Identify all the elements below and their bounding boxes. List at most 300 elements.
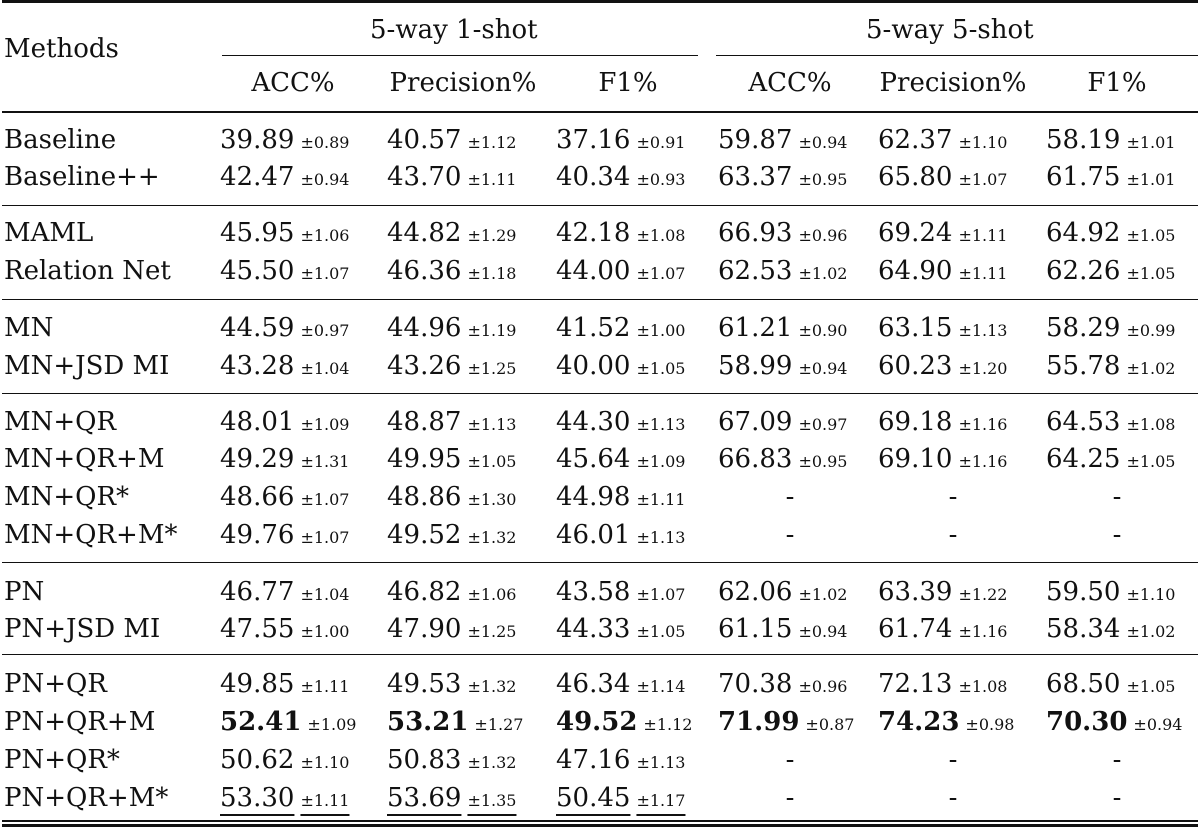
metric-value: 55.78 (1046, 351, 1121, 381)
group-separator-rule (2, 393, 1198, 394)
empty-cell-dash: - (785, 520, 795, 550)
metric-cell (1046, 313, 1175, 346)
metric-value: 61.75 (1046, 162, 1121, 192)
empty-cell-dash: - (948, 783, 958, 813)
metric-cell (220, 669, 349, 702)
metric-value: 59.50 (1046, 577, 1121, 607)
method-name: MN+JSD MI (4, 351, 170, 381)
metric-cell (878, 256, 1007, 289)
metric-value: 37.16 (556, 125, 631, 155)
metric-cell (1046, 256, 1175, 289)
metric-std: ±1.17 (636, 791, 686, 810)
metric-std: ±0.89 (300, 133, 350, 152)
bottom-rule-outer (2, 824, 1198, 827)
metric-cell (1046, 669, 1175, 702)
metric-value: 61.15 (718, 614, 793, 644)
metric-std: ±1.00 (300, 622, 350, 641)
empty-cell-dash: - (948, 745, 958, 775)
metric-value: 39.89 (220, 125, 295, 155)
metric-cell (387, 520, 516, 553)
empty-cell-dash: - (785, 745, 795, 775)
bottom-rule (2, 820, 1198, 822)
metric-value: 45.50 (220, 256, 295, 286)
top-rule (2, 0, 1198, 3)
metric-std: ±1.25 (467, 622, 517, 641)
metric-value: 44.98 (556, 482, 631, 512)
metric-cell (718, 444, 847, 477)
metric-std: ±1.20 (958, 359, 1008, 378)
metric-cell (1046, 351, 1175, 384)
column-header: F1% (1087, 68, 1147, 98)
metric-std: ±1.01 (1126, 133, 1176, 152)
metric-value: 62.26 (1046, 256, 1121, 286)
metric-std: ±1.07 (636, 585, 686, 604)
metric-value: 44.82 (387, 218, 462, 248)
metric-value: 49.76 (220, 520, 295, 550)
metric-std: ±1.11 (300, 677, 350, 696)
metric-std: ±1.32 (467, 677, 517, 696)
metric-std: ±1.09 (300, 415, 350, 434)
metric-std: ±1.01 (1126, 170, 1176, 189)
metric-value: 44.30 (556, 407, 631, 437)
method-name: PN+QR+M (4, 707, 156, 737)
metric-value: 59.87 (718, 125, 793, 155)
empty-cell-dash: - (785, 482, 795, 512)
empty-cell-dash: - (1112, 745, 1122, 775)
metric-std: ±1.02 (1126, 359, 1176, 378)
metric-cell (387, 125, 516, 158)
metric-cell (387, 707, 523, 740)
metric-value: 47.16 (556, 745, 631, 775)
metric-std: ±0.87 (805, 715, 855, 734)
metric-value: 71.99 (718, 707, 800, 737)
metric-cell (556, 256, 685, 289)
metric-cell (556, 783, 685, 816)
metric-std: ±1.16 (958, 622, 1008, 641)
metric-cell (718, 669, 847, 702)
metric-value: 42.18 (556, 218, 631, 248)
group-header-1shot: 5-way 1-shot (370, 15, 538, 45)
metric-cell (1046, 125, 1175, 158)
metric-value: 61.21 (718, 313, 793, 343)
metric-cell (1046, 444, 1175, 477)
group-rule-5shot (716, 55, 1198, 56)
metric-std: ±0.94 (1133, 715, 1183, 734)
empty-cell-dash: - (1112, 482, 1122, 512)
metric-std: ±1.06 (300, 226, 350, 245)
metric-value: 63.15 (878, 313, 953, 343)
metric-cell (878, 313, 1007, 346)
metric-value: 42.47 (220, 162, 295, 192)
metric-cell (220, 162, 349, 195)
metric-value: 52.41 (220, 707, 302, 737)
group-separator-rule (2, 562, 1198, 563)
metric-cell (220, 745, 349, 778)
metric-cell (220, 125, 349, 158)
metric-std: ±0.95 (798, 452, 848, 471)
metric-std: ±1.16 (958, 415, 1008, 434)
metric-cell (220, 351, 349, 384)
metric-std: ±1.02 (798, 264, 848, 283)
metric-value: 74.23 (878, 707, 960, 737)
metric-value: 65.80 (878, 162, 953, 192)
metric-cell (878, 407, 1007, 440)
metric-std: ±0.94 (798, 622, 848, 641)
metric-std: ±1.05 (636, 359, 686, 378)
metric-std: ±1.04 (300, 359, 350, 378)
metric-std: ±1.05 (1126, 226, 1176, 245)
metric-cell (718, 313, 847, 346)
metric-value: 66.83 (718, 444, 793, 474)
metric-value: 72.13 (878, 669, 953, 699)
metric-std: ±1.02 (1126, 622, 1176, 641)
metric-value: 45.95 (220, 218, 295, 248)
metric-cell (1046, 707, 1182, 740)
metric-value: 46.34 (556, 669, 631, 699)
metric-value: 47.90 (387, 614, 462, 644)
metric-cell (220, 577, 349, 610)
metric-cell (387, 162, 516, 195)
metric-std: ±0.94 (300, 170, 350, 189)
metric-std: ±1.05 (1126, 452, 1176, 471)
metric-value: 40.00 (556, 351, 631, 381)
metric-cell (387, 745, 516, 778)
metric-cell (220, 520, 349, 553)
metric-value: 46.36 (387, 256, 462, 286)
metric-std: ±1.07 (636, 264, 686, 283)
metric-std: ±1.13 (958, 321, 1008, 340)
metric-value: 46.82 (387, 577, 462, 607)
metric-value: 64.92 (1046, 218, 1121, 248)
metric-value: 70.30 (1046, 707, 1128, 737)
metric-cell (718, 256, 847, 289)
metric-std: ±1.12 (467, 133, 517, 152)
metric-cell (878, 707, 1014, 740)
metric-value: 62.06 (718, 577, 793, 607)
metric-value: 44.96 (387, 313, 462, 343)
metric-value: 69.24 (878, 218, 953, 248)
metric-std: ±1.02 (798, 585, 848, 604)
metric-cell (387, 783, 516, 816)
metric-cell (387, 313, 516, 346)
metric-value: 48.01 (220, 407, 295, 437)
group-separator-rule (2, 299, 1198, 300)
metric-cell (556, 614, 685, 647)
metric-cell (556, 482, 685, 515)
metric-std: ±1.05 (1126, 264, 1176, 283)
metric-value: 60.23 (878, 351, 953, 381)
metric-value: 40.34 (556, 162, 631, 192)
metric-std: ±1.10 (1126, 585, 1176, 604)
metric-value: 43.58 (556, 577, 631, 607)
metric-value: 68.50 (1046, 669, 1121, 699)
metric-std: ±1.31 (300, 452, 350, 471)
metric-std: ±0.94 (798, 133, 848, 152)
metric-cell (878, 162, 1007, 195)
empty-cell-dash: - (785, 783, 795, 813)
metric-cell (718, 577, 847, 610)
empty-cell-dash: - (948, 520, 958, 550)
metric-value: 64.53 (1046, 407, 1121, 437)
metric-value: 49.52 (556, 707, 638, 737)
method-name: Baseline (4, 125, 117, 155)
column-header: F1% (598, 68, 658, 98)
group-header-5shot: 5-way 5-shot (866, 15, 1034, 45)
metric-std: ±0.91 (636, 133, 686, 152)
metric-cell (878, 218, 1007, 251)
metric-std: ±1.07 (300, 264, 350, 283)
metric-value: 63.37 (718, 162, 793, 192)
metric-std: ±0.99 (1126, 321, 1176, 340)
metric-value: 64.25 (1046, 444, 1121, 474)
metric-std: ±1.07 (958, 170, 1008, 189)
metric-std: ±1.12 (643, 715, 693, 734)
metric-std: ±1.09 (307, 715, 357, 734)
column-header: Precision% (879, 68, 1027, 98)
metric-value: 43.70 (387, 162, 462, 192)
metric-std: ±1.19 (467, 321, 517, 340)
metric-cell (718, 218, 847, 251)
method-name: PN+QR* (4, 745, 120, 775)
metric-value: 44.59 (220, 313, 295, 343)
metric-cell (718, 351, 847, 384)
metric-std: ±0.96 (798, 677, 848, 696)
metric-std: ±0.97 (798, 415, 848, 434)
method-name: MN+QR+M* (4, 520, 178, 550)
metric-std: ±1.05 (1126, 677, 1176, 696)
metric-std: ±1.35 (467, 791, 517, 810)
metric-value: 58.19 (1046, 125, 1121, 155)
metric-cell (878, 444, 1007, 477)
metric-value: 61.74 (878, 614, 953, 644)
metric-std: ±1.18 (467, 264, 517, 283)
metric-std: ±1.08 (1126, 415, 1176, 434)
metric-cell (387, 351, 516, 384)
method-name: Relation Net (4, 256, 171, 286)
metric-std: ±0.90 (798, 321, 848, 340)
metric-value: 47.55 (220, 614, 295, 644)
metric-cell (220, 707, 356, 740)
metric-std: ±1.10 (958, 133, 1008, 152)
method-name: PN+QR+M* (4, 783, 169, 813)
metric-cell (220, 218, 349, 251)
metric-cell (556, 745, 685, 778)
metric-cell (556, 407, 685, 440)
metric-value: 43.26 (387, 351, 462, 381)
metric-std: ±1.13 (636, 415, 686, 434)
metric-std: ±1.16 (958, 452, 1008, 471)
metric-cell (1046, 162, 1175, 195)
metric-std: ±1.08 (958, 677, 1008, 696)
metric-cell (387, 218, 516, 251)
metric-cell (878, 351, 1007, 384)
metric-std: ±1.11 (467, 170, 517, 189)
metric-std: ±1.11 (636, 490, 686, 509)
metric-value: 53.21 (387, 707, 469, 737)
metric-value: 40.57 (387, 125, 462, 155)
metric-value: 66.93 (718, 218, 793, 248)
method-name: PN (4, 577, 45, 607)
metric-cell (878, 125, 1007, 158)
method-name: Baseline++ (4, 162, 160, 192)
metric-value: 44.00 (556, 256, 631, 286)
metric-cell (220, 313, 349, 346)
metric-std: ±1.04 (300, 585, 350, 604)
metric-cell (387, 577, 516, 610)
metric-cell (878, 577, 1007, 610)
header-rule (2, 111, 1198, 113)
metric-std: ±1.30 (467, 490, 517, 509)
metric-cell (556, 577, 685, 610)
metric-std: ±1.13 (636, 528, 686, 547)
metric-std: ±1.07 (300, 528, 350, 547)
metric-cell (220, 407, 349, 440)
metric-std: ±1.22 (958, 585, 1008, 604)
metric-std: ±0.94 (798, 359, 848, 378)
metric-value: 53.30 (220, 783, 295, 813)
metric-std: ±1.11 (958, 226, 1008, 245)
metric-cell (718, 125, 847, 158)
metric-value: 64.90 (878, 256, 953, 286)
metric-std: ±1.13 (636, 753, 686, 772)
metric-value: 49.53 (387, 669, 462, 699)
empty-cell-dash: - (1112, 520, 1122, 550)
metric-value: 49.29 (220, 444, 295, 474)
metric-std: ±1.08 (636, 226, 686, 245)
metric-cell (718, 707, 854, 740)
column-header: ACC% (251, 68, 335, 98)
metric-cell (556, 707, 692, 740)
group-rule-1shot (222, 55, 698, 56)
method-name: MN+QR* (4, 482, 130, 512)
method-name: MN+QR+M (4, 444, 165, 474)
empty-cell-dash: - (1112, 783, 1122, 813)
metric-std: ±1.32 (467, 528, 517, 547)
metric-value: 46.77 (220, 577, 295, 607)
metric-value: 69.10 (878, 444, 953, 474)
method-name: PN+JSD MI (4, 614, 161, 644)
metric-cell (387, 444, 516, 477)
metric-value: 48.86 (387, 482, 462, 512)
metric-std: ±1.07 (300, 490, 350, 509)
metric-value: 69.18 (878, 407, 953, 437)
column-header: Precision% (389, 68, 537, 98)
metric-cell (718, 407, 847, 440)
metric-cell (220, 482, 349, 515)
group-separator-rule (2, 205, 1198, 206)
metric-std: ±1.10 (300, 753, 350, 772)
metric-value: 58.99 (718, 351, 793, 381)
metric-std: ±1.00 (636, 321, 686, 340)
metric-value: 58.29 (1046, 313, 1121, 343)
metric-std: ±1.09 (636, 452, 686, 471)
metric-value: 45.64 (556, 444, 631, 474)
metric-value: 67.09 (718, 407, 793, 437)
metric-cell (556, 162, 685, 195)
metric-cell (718, 614, 847, 647)
column-header: ACC% (748, 68, 832, 98)
method-name: MN (4, 313, 54, 343)
metric-cell (1046, 218, 1175, 251)
metric-std: ±0.98 (965, 715, 1015, 734)
metric-std: ±1.11 (300, 791, 350, 810)
metric-value: 43.28 (220, 351, 295, 381)
metric-cell (387, 256, 516, 289)
metric-value: 44.33 (556, 614, 631, 644)
metric-cell (556, 669, 685, 702)
metric-value: 46.01 (556, 520, 631, 550)
metric-cell (556, 218, 685, 251)
group-separator-rule (2, 654, 1198, 655)
metric-std: ±1.05 (467, 452, 517, 471)
metric-cell (1046, 577, 1175, 610)
metric-std: ±1.14 (636, 677, 686, 696)
method-name: MAML (4, 218, 94, 248)
empty-cell-dash: - (948, 482, 958, 512)
metric-value: 50.83 (387, 745, 462, 775)
metric-cell (718, 162, 847, 195)
metric-cell (387, 614, 516, 647)
metric-value: 53.69 (387, 783, 462, 813)
method-name: PN+QR (4, 669, 107, 699)
metric-std: ±1.25 (467, 359, 517, 378)
metric-std: ±1.27 (474, 715, 524, 734)
methods-header: Methods (4, 34, 119, 64)
metric-cell (387, 407, 516, 440)
metric-value: 50.45 (556, 783, 631, 813)
metric-cell (1046, 407, 1175, 440)
metric-cell (556, 313, 685, 346)
method-name: MN+QR (4, 407, 117, 437)
metric-std: ±1.06 (467, 585, 517, 604)
metric-cell (220, 256, 349, 289)
metric-std: ±0.95 (798, 170, 848, 189)
metric-std: ±0.93 (636, 170, 686, 189)
metric-cell (556, 125, 685, 158)
metric-cell (556, 520, 685, 553)
metric-cell (556, 351, 685, 384)
metric-cell (878, 669, 1007, 702)
metric-value: 70.38 (718, 669, 793, 699)
metric-cell (387, 669, 516, 702)
metric-cell (220, 444, 349, 477)
metric-value: 49.85 (220, 669, 295, 699)
metric-std: ±1.32 (467, 753, 517, 772)
metric-value: 50.62 (220, 745, 295, 775)
metric-value: 62.53 (718, 256, 793, 286)
metric-value: 48.66 (220, 482, 295, 512)
metric-cell (387, 482, 516, 515)
metric-std: ±1.05 (636, 622, 686, 641)
metric-value: 62.37 (878, 125, 953, 155)
metric-std: ±1.29 (467, 226, 517, 245)
metric-value: 63.39 (878, 577, 953, 607)
metric-value: 41.52 (556, 313, 631, 343)
metric-cell (556, 444, 685, 477)
metric-value: 49.95 (387, 444, 462, 474)
metric-std: ±1.13 (467, 415, 517, 434)
metric-std: ±0.96 (798, 226, 848, 245)
metric-value: 48.87 (387, 407, 462, 437)
metric-std: ±1.11 (958, 264, 1008, 283)
metric-cell (878, 614, 1007, 647)
metric-cell (220, 783, 349, 816)
metric-value: 58.34 (1046, 614, 1121, 644)
metric-cell (220, 614, 349, 647)
metric-cell (1046, 614, 1175, 647)
metric-value: 49.52 (387, 520, 462, 550)
metric-std: ±0.97 (300, 321, 350, 340)
